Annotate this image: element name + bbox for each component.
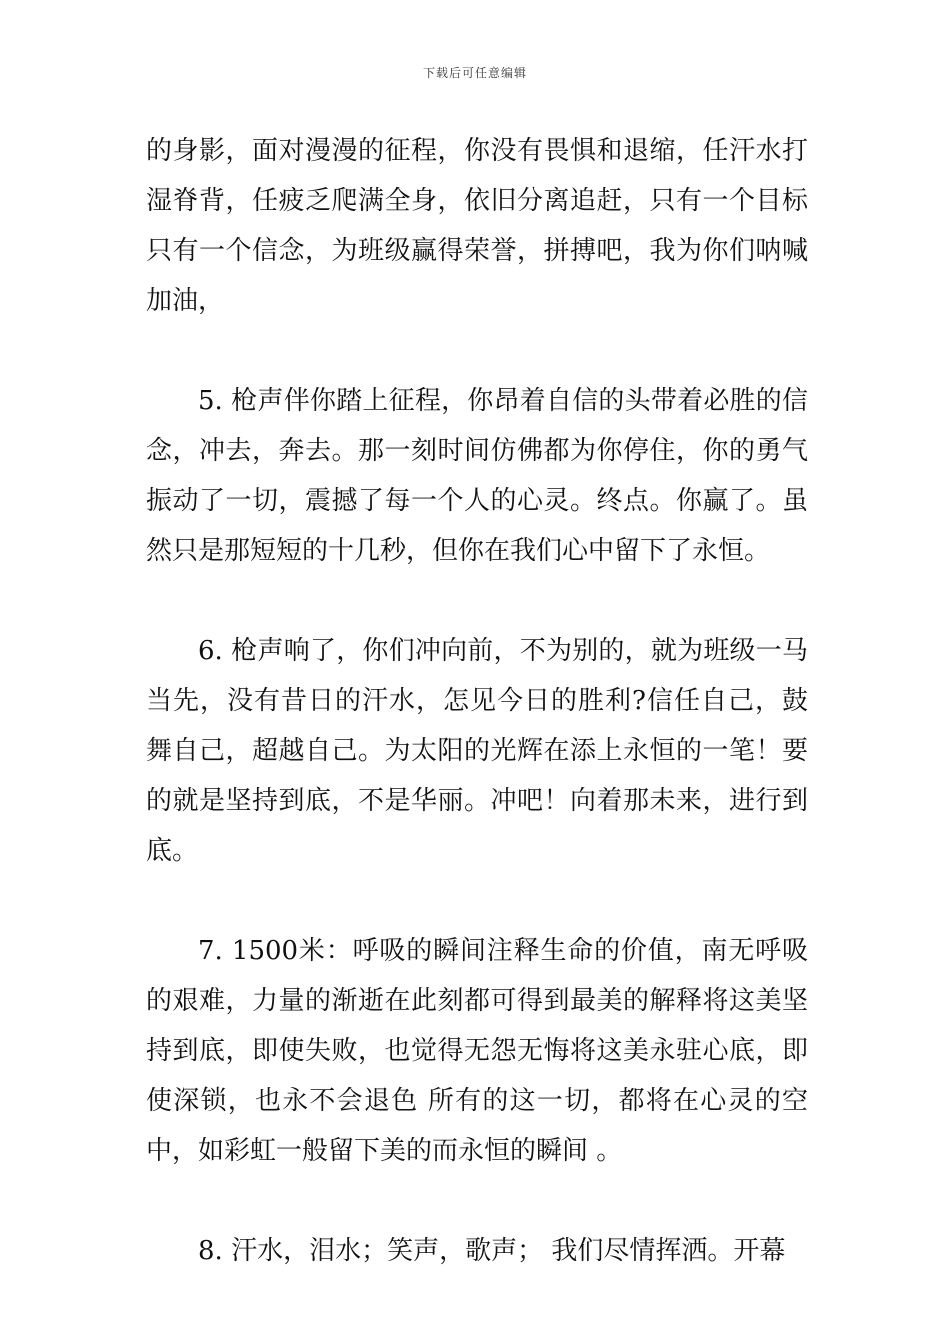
paragraph-gap — [146, 876, 808, 926]
paragraph-gap — [146, 326, 808, 376]
paragraph-1: 的身影，面对漫漫的征程，你没有畏惧和退缩，任汗水打湿脊背，任疲乏爬满全身，依旧分离追赶，只有一个目标只有一个信念，为班级赢得荣誉，拼搏吧，我为你们呐喊加油， — [146, 136, 808, 316]
document-body — [146, 126, 808, 1276]
paragraph-gap — [146, 1176, 808, 1226]
paragraph-5: 8. 汗水，泪水；笑声，歌声； 我们尽情挥洒。开幕 — [198, 1236, 786, 1266]
paragraph-2: 5. 枪声伴你踏上征程，你昂着自信的头带着必胜的信念，冲去，奔去。那一刻时间仿佛都为你停住，你的勇气振动了一切，震撼了每一个人的心灵。终点。你赢了。虽然只是那短短的十几秒，但你在我们心中留下了永恒。 — [146, 386, 808, 566]
paragraph-4: 7. 1500米：呼吸的瞬间注释生命的价值，南无呼吸的艰难，力量的渐逝在此刻都可得到最美的解释将这美坚持到底，即使失败，也觉得无怨无悔将这美永驻心底，即使深锁，也永不会退色 所有的这一切，都将在心灵的空中，如彩虹一般留下美的而永恒的瞬间 。 — [146, 936, 808, 1166]
paragraph-gap — [146, 576, 808, 626]
paragraph-3: 6. 枪声响了，你们冲向前，不为别的，就为班级一马当先，没有昔日的汗水，怎见今日的胜利?信任自己，鼓舞自己，超越自己。为太阳的光辉在添上永恒的一笔！要的就是坚持到底，不是华丽。冲吧！向着那未来，进行到底。 — [146, 636, 808, 866]
page-header: 下载后可任意编辑 — [422, 66, 527, 80]
